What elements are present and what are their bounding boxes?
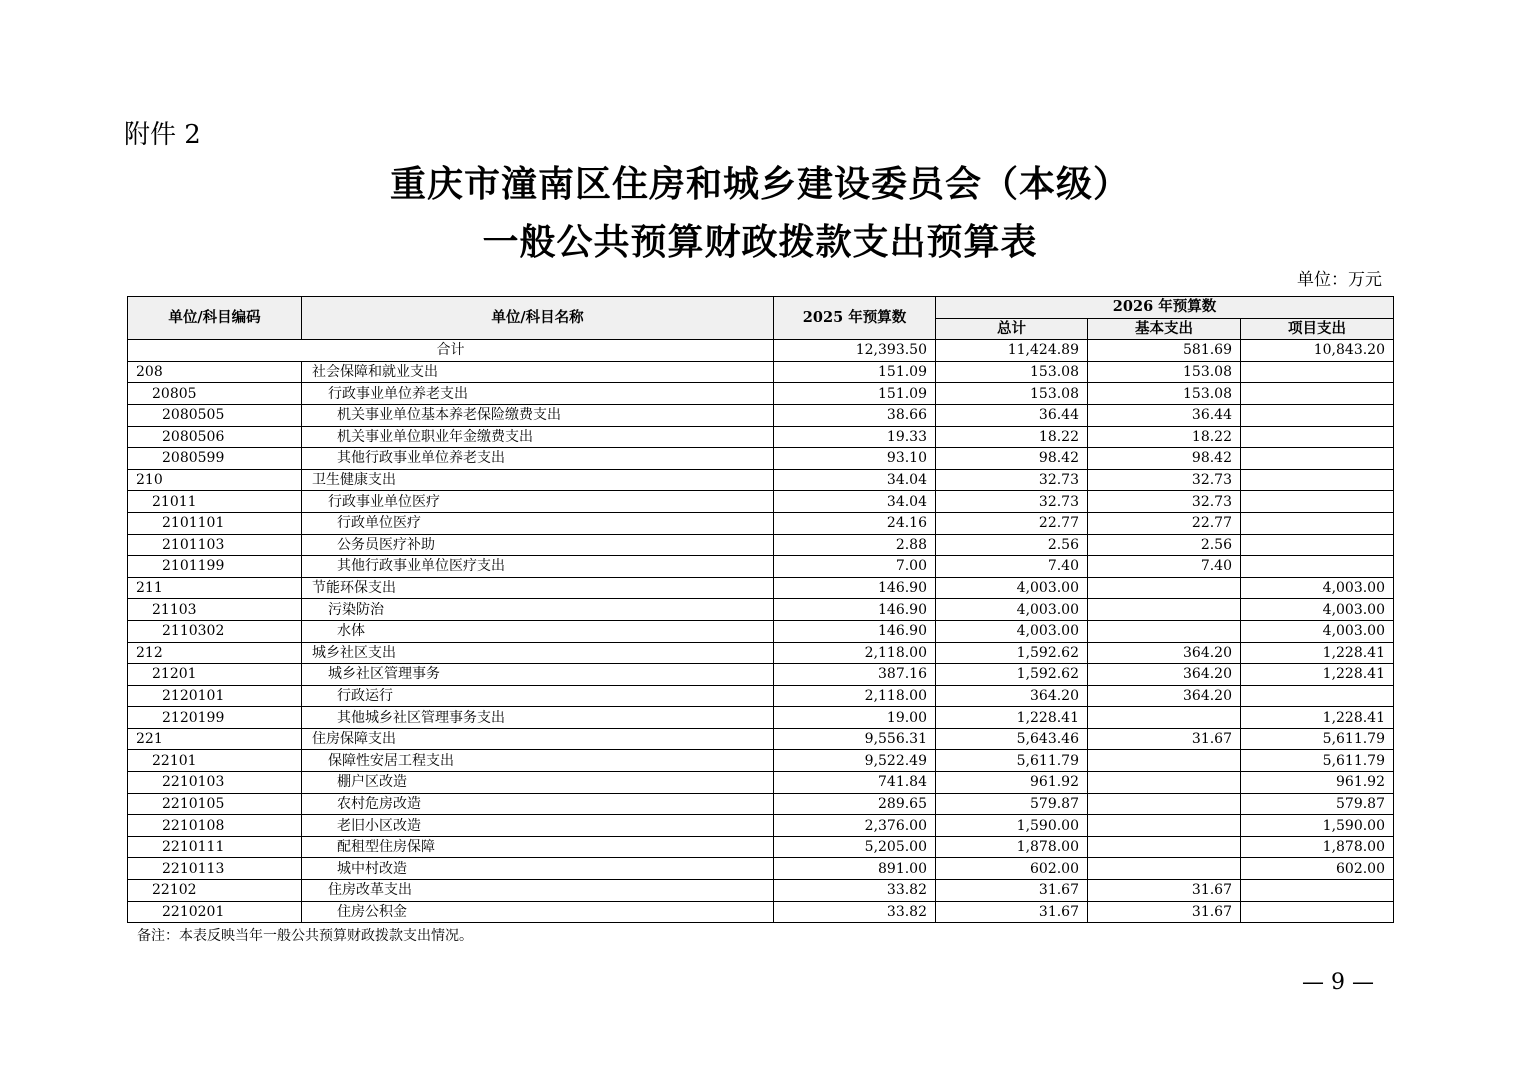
cell-2026-total: 1,592.62: [936, 664, 1088, 686]
cell-2026-total: 5,611.79: [936, 750, 1088, 772]
cell-code: 212: [128, 642, 302, 664]
cell-2026-project: [1241, 880, 1394, 902]
table-row: [128, 534, 1394, 556]
cell-name: 住房改革支出: [302, 880, 774, 902]
cell-code: 211: [128, 577, 302, 599]
cell-2026-basic: [1088, 772, 1241, 794]
cell-2026-basic: 36.44: [1088, 404, 1241, 426]
cell-2026-basic: [1088, 815, 1241, 837]
table-row: [128, 880, 1394, 902]
table-row: [128, 512, 1394, 534]
cell-name: 机关事业单位职业年金缴费支出: [302, 426, 774, 448]
cell-2026-project: 602.00: [1241, 858, 1394, 880]
cell-name: 卫生健康支出: [302, 469, 774, 491]
cell-budget-2025: 34.04: [774, 491, 936, 513]
cell-code: 221: [128, 728, 302, 750]
cell-name: 配租型住房保障: [302, 836, 774, 858]
cell-2026-basic: 31.67: [1088, 728, 1241, 750]
cell-name: 其他行政事业单位医疗支出: [302, 556, 774, 578]
cell-2026-basic: [1088, 599, 1241, 621]
table-row: [128, 448, 1394, 470]
cell-budget-2025: 7.00: [774, 556, 936, 578]
header-budget-2026: 2026 年预算数: [936, 297, 1394, 319]
cell-budget-2025: 2.88: [774, 534, 936, 556]
cell-2026-project: 5,611.79: [1241, 750, 1394, 772]
cell-budget-2025: 33.82: [774, 901, 936, 923]
cell-2026-total: 364.20: [936, 685, 1088, 707]
cell-2026-total: 5,643.46: [936, 728, 1088, 750]
total-row: [128, 340, 1394, 362]
cell-2026-total: 1,592.62: [936, 642, 1088, 664]
cell-budget-2025: 2,118.00: [774, 642, 936, 664]
cell-2026-total: 4,003.00: [936, 577, 1088, 599]
cell-2026-basic: [1088, 577, 1241, 599]
cell-2026-total: 2.56: [936, 534, 1088, 556]
cell-code: 210: [128, 469, 302, 491]
cell-name: 农村危房改造: [302, 793, 774, 815]
cell-2026-project: [1241, 426, 1394, 448]
header-project: 项目支出: [1241, 318, 1394, 340]
cell-code: 2110302: [128, 620, 302, 642]
cell-code: 2120199: [128, 707, 302, 729]
cell-budget-2025: 9,522.49: [774, 750, 936, 772]
table-row: [128, 599, 1394, 621]
table-row: [128, 858, 1394, 880]
cell-budget-2025: 387.16: [774, 664, 936, 686]
cell-2026-project: [1241, 361, 1394, 383]
cell-2026-total: 4,003.00: [936, 599, 1088, 621]
cell-2026-total: 32.73: [936, 491, 1088, 513]
cell-code: 2101103: [128, 534, 302, 556]
unit-label: 单位：万元: [1297, 270, 1382, 290]
cell-2026-project: [1241, 469, 1394, 491]
cell-2026-project: 4,003.00: [1241, 577, 1394, 599]
cell-name: 其他城乡社区管理事务支出: [302, 707, 774, 729]
cell-2026-basic: 153.08: [1088, 383, 1241, 405]
total-budget-2025: 12,393.50: [774, 340, 936, 362]
cell-code: 2210113: [128, 858, 302, 880]
table-row: [128, 404, 1394, 426]
cell-code: 2080505: [128, 404, 302, 426]
cell-2026-total: 1,590.00: [936, 815, 1088, 837]
cell-2026-project: 1,228.41: [1241, 707, 1394, 729]
document-title-line2: 一般公共预算财政拨款支出预算表: [482, 221, 1038, 263]
cell-2026-basic: 98.42: [1088, 448, 1241, 470]
cell-2026-basic: 364.20: [1088, 642, 1241, 664]
cell-2026-project: [1241, 383, 1394, 405]
cell-name: 节能环保支出: [302, 577, 774, 599]
table-row: [128, 620, 1394, 642]
table-row: [128, 728, 1394, 750]
cell-2026-total: 4,003.00: [936, 620, 1088, 642]
cell-2026-project: 4,003.00: [1241, 620, 1394, 642]
cell-code: 2101199: [128, 556, 302, 578]
cell-name: 老旧小区改造: [302, 815, 774, 837]
cell-budget-2025: 741.84: [774, 772, 936, 794]
cell-name: 住房保障支出: [302, 728, 774, 750]
table-row: [128, 815, 1394, 837]
table-row: [128, 793, 1394, 815]
attachment-label: 附件 2: [124, 120, 201, 150]
cell-2026-project: [1241, 685, 1394, 707]
cell-2026-project: 5,611.79: [1241, 728, 1394, 750]
cell-2026-project: 4,003.00: [1241, 599, 1394, 621]
cell-budget-2025: 38.66: [774, 404, 936, 426]
header-name: 单位/科目名称: [302, 297, 774, 340]
cell-code: 2210108: [128, 815, 302, 837]
cell-2026-basic: 153.08: [1088, 361, 1241, 383]
cell-2026-project: 1,228.41: [1241, 642, 1394, 664]
cell-budget-2025: 146.90: [774, 620, 936, 642]
table-row: [128, 642, 1394, 664]
cell-code: 2101101: [128, 512, 302, 534]
cell-name: 行政事业单位养老支出: [302, 383, 774, 405]
cell-2026-total: 1,228.41: [936, 707, 1088, 729]
cell-2026-project: [1241, 448, 1394, 470]
cell-2026-basic: [1088, 858, 1241, 880]
cell-name: 公务员医疗补助: [302, 534, 774, 556]
cell-code: 2120101: [128, 685, 302, 707]
header-basic: 基本支出: [1088, 318, 1241, 340]
table-row: [128, 383, 1394, 405]
cell-2026-basic: [1088, 750, 1241, 772]
table-row: [128, 469, 1394, 491]
cell-budget-2025: 151.09: [774, 383, 936, 405]
total-label: 合计: [128, 340, 774, 362]
cell-budget-2025: 19.00: [774, 707, 936, 729]
cell-budget-2025: 146.90: [774, 599, 936, 621]
table-row: [128, 836, 1394, 858]
cell-code: 22102: [128, 880, 302, 902]
cell-name: 棚户区改造: [302, 772, 774, 794]
cell-code: 21201: [128, 664, 302, 686]
table-row: [128, 707, 1394, 729]
cell-code: 2210201: [128, 901, 302, 923]
cell-budget-2025: 146.90: [774, 577, 936, 599]
cell-2026-total: 7.40: [936, 556, 1088, 578]
table-note: 备注：本表反映当年一般公共预算财政拨款支出情况。: [137, 928, 473, 944]
cell-budget-2025: 151.09: [774, 361, 936, 383]
table-row: [128, 361, 1394, 383]
cell-2026-basic: 364.20: [1088, 664, 1241, 686]
cell-name: 住房公积金: [302, 901, 774, 923]
cell-name: 行政事业单位医疗: [302, 491, 774, 513]
cell-2026-basic: 32.73: [1088, 491, 1241, 513]
cell-code: 2210111: [128, 836, 302, 858]
total-2026-project: 10,843.20: [1241, 340, 1394, 362]
cell-name: 城乡社区支出: [302, 642, 774, 664]
cell-code: 22101: [128, 750, 302, 772]
cell-2026-total: 32.73: [936, 469, 1088, 491]
total-2026-total: 11,424.89: [936, 340, 1088, 362]
cell-2026-project: [1241, 491, 1394, 513]
cell-2026-basic: 18.22: [1088, 426, 1241, 448]
cell-name: 城乡社区管理事务: [302, 664, 774, 686]
cell-2026-project: [1241, 534, 1394, 556]
table-row: [128, 901, 1394, 923]
cell-budget-2025: 24.16: [774, 512, 936, 534]
cell-name: 保障性安居工程支出: [302, 750, 774, 772]
cell-code: 20805: [128, 383, 302, 405]
cell-2026-basic: [1088, 836, 1241, 858]
table-row: [128, 772, 1394, 794]
cell-2026-basic: 22.77: [1088, 512, 1241, 534]
cell-2026-basic: [1088, 707, 1241, 729]
cell-name: 其他行政事业单位养老支出: [302, 448, 774, 470]
cell-budget-2025: 891.00: [774, 858, 936, 880]
cell-2026-project: 579.87: [1241, 793, 1394, 815]
cell-name: 水体: [302, 620, 774, 642]
cell-2026-project: 961.92: [1241, 772, 1394, 794]
cell-name: 社会保障和就业支出: [302, 361, 774, 383]
cell-budget-2025: 2,118.00: [774, 685, 936, 707]
cell-2026-total: 579.87: [936, 793, 1088, 815]
cell-budget-2025: 9,556.31: [774, 728, 936, 750]
cell-2026-basic: 2.56: [1088, 534, 1241, 556]
cell-budget-2025: 5,205.00: [774, 836, 936, 858]
cell-name: 机关事业单位基本养老保险缴费支出: [302, 404, 774, 426]
table-row: [128, 491, 1394, 513]
cell-2026-total: 961.92: [936, 772, 1088, 794]
cell-2026-basic: 32.73: [1088, 469, 1241, 491]
cell-2026-basic: 31.67: [1088, 901, 1241, 923]
cell-budget-2025: 2,376.00: [774, 815, 936, 837]
table-row: [128, 577, 1394, 599]
cell-2026-project: 1,228.41: [1241, 664, 1394, 686]
total-2026-basic: 581.69: [1088, 340, 1241, 362]
cell-2026-basic: [1088, 620, 1241, 642]
cell-2026-total: 153.08: [936, 383, 1088, 405]
cell-2026-basic: 31.67: [1088, 880, 1241, 902]
cell-budget-2025: 19.33: [774, 426, 936, 448]
cell-code: 2210105: [128, 793, 302, 815]
cell-2026-basic: 364.20: [1088, 685, 1241, 707]
budget-table: [127, 296, 1394, 923]
cell-2026-total: 153.08: [936, 361, 1088, 383]
cell-2026-project: [1241, 556, 1394, 578]
cell-code: 21011: [128, 491, 302, 513]
cell-budget-2025: 33.82: [774, 880, 936, 902]
cell-2026-project: [1241, 512, 1394, 534]
cell-code: 21103: [128, 599, 302, 621]
cell-code: 2080506: [128, 426, 302, 448]
table-row: [128, 685, 1394, 707]
table-row: [128, 426, 1394, 448]
cell-2026-project: [1241, 404, 1394, 426]
cell-2026-basic: 7.40: [1088, 556, 1241, 578]
cell-2026-total: 18.22: [936, 426, 1088, 448]
header-total: 总计: [936, 318, 1088, 340]
cell-name: 城中村改造: [302, 858, 774, 880]
header-code: 单位/科目编码: [128, 297, 302, 340]
document-title-line1: 重庆市潼南区住房和城乡建设委员会（本级）: [389, 163, 1130, 205]
cell-name: 行政运行: [302, 685, 774, 707]
cell-budget-2025: 289.65: [774, 793, 936, 815]
table-row: [128, 664, 1394, 686]
cell-2026-total: 98.42: [936, 448, 1088, 470]
cell-budget-2025: 93.10: [774, 448, 936, 470]
cell-2026-total: 22.77: [936, 512, 1088, 534]
cell-2026-total: 1,878.00: [936, 836, 1088, 858]
cell-code: 2210103: [128, 772, 302, 794]
cell-2026-project: [1241, 901, 1394, 923]
cell-2026-project: 1,878.00: [1241, 836, 1394, 858]
cell-2026-project: 1,590.00: [1241, 815, 1394, 837]
cell-2026-total: 36.44: [936, 404, 1088, 426]
cell-2026-total: 31.67: [936, 880, 1088, 902]
cell-2026-total: 31.67: [936, 901, 1088, 923]
cell-name: 行政单位医疗: [302, 512, 774, 534]
header-budget-2025: 2025 年预算数: [774, 297, 936, 340]
table-row: [128, 750, 1394, 772]
cell-2026-basic: [1088, 793, 1241, 815]
cell-code: 2080599: [128, 448, 302, 470]
page-number: — 9 —: [1302, 970, 1374, 995]
table-row: [128, 556, 1394, 578]
cell-budget-2025: 34.04: [774, 469, 936, 491]
cell-2026-total: 602.00: [936, 858, 1088, 880]
cell-name: 污染防治: [302, 599, 774, 621]
cell-code: 208: [128, 361, 302, 383]
